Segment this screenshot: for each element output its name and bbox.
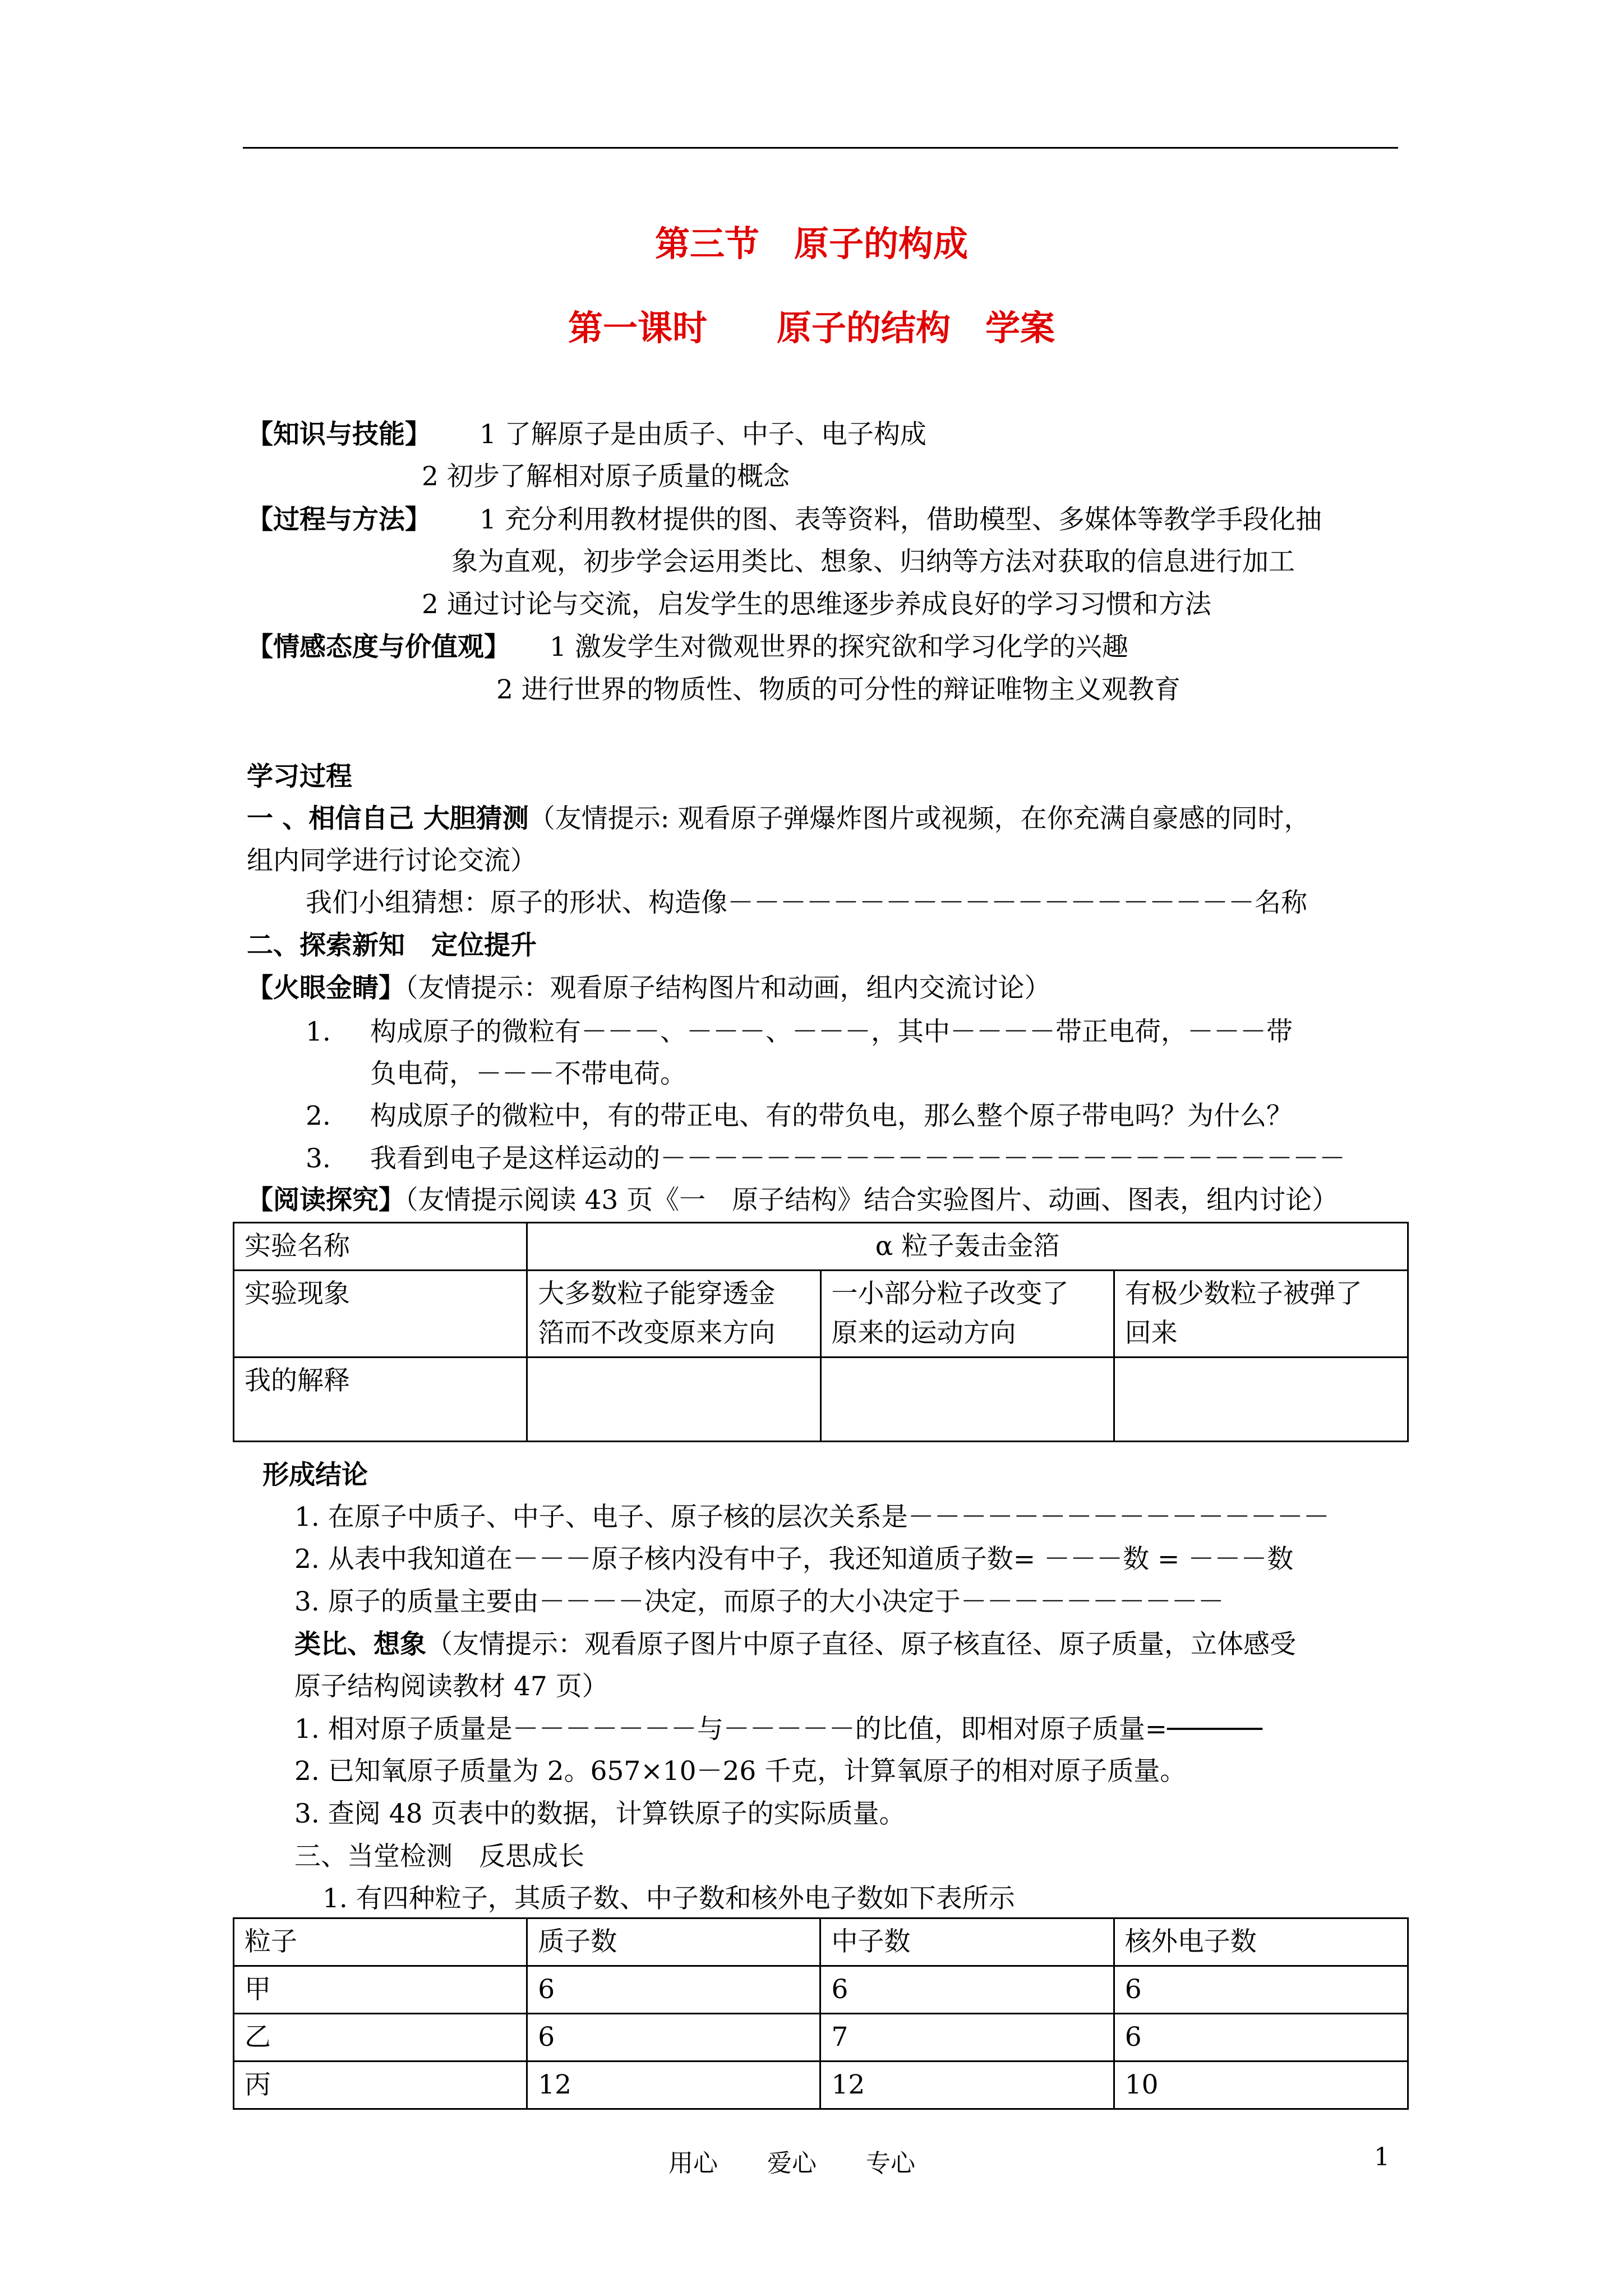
question-1-number: 1. [306,1016,331,1047]
table-row [234,1271,1408,1358]
table-header-cell: 质子数 [527,1918,820,1966]
page-title: 第三节 原子的构成 [654,223,968,264]
process-heading: 学习过程 [247,761,352,792]
section-1-hint: （友情提示: 观看原子弹爆炸图片或视频，在你充满自豪感的同时， [528,803,1311,834]
table-cell: 6 [527,1966,820,2014]
table-cell: 乙 [234,2014,527,2062]
group-guess: 我们小组猜想：原子的形状、构造像－－－－－－－－－－－－－－－－－－－－名称 [306,887,1307,918]
table-row [234,1966,1408,2014]
table-cell [527,1271,820,1358]
section-1-heading: 一 、相信自己 大胆猜测 [247,803,529,834]
table-cell: 6 [527,2014,820,2062]
emotion-item-2: 2 进行世界的物质性、物质的可分性的辩证唯物主义观教育 [496,674,1181,705]
table-cell: 丙 [234,2062,527,2109]
table-cell [820,1271,1114,1358]
table-header-cell: 核外电子数 [1114,1918,1408,1966]
particle-table [233,1917,1409,2110]
table-cell: 7 [820,2014,1114,2062]
table-cell: 实验现象 [234,1271,527,1358]
table-cell [1114,1358,1408,1442]
question-1b: 负电荷，－－－不带电荷。 [370,1059,686,1089]
process-label: 【过程与方法】 [247,504,431,535]
process-item-2: 2 通过讨论与交流，启发学生的思维逐步养成良好的学习习惯和方法 [422,589,1211,620]
table-row [234,2014,1408,2062]
table-cell: 12 [527,2062,820,2109]
question-3-number: 3. [306,1143,331,1174]
table-cell [1114,1271,1408,1358]
sharp-eyes [247,972,1051,1005]
table-cell: 我的解释 [234,1358,527,1442]
conclusion-1: 1. 在原子中质子、中子、电子、原子核的层次关系是－－－－－－－－－－－－－－－－ [294,1502,1330,1533]
analogy-item-2: 2. 已知氧原子质量为 2。657×10－26 千克，计算氧原子的相对原子质量。 [294,1756,1187,1787]
conclusion-heading: 形成结论 [262,1460,368,1490]
cell-line: 原来的运动方向 [831,1318,1016,1349]
footer-motto: 用心 爱心 专心 [668,2149,915,2178]
table-row [234,1223,1408,1271]
table-cell: 6 [1114,2014,1408,2062]
sharp-eyes-hint: （友情提示：观看原子结构图片和动画，组内交流讨论） [405,973,1051,1004]
cell-line: 回来 [1124,1318,1178,1349]
knowledge-item-2: 2 初步了解相对原子质量的概念 [422,461,790,492]
page-number: 1 [1374,2143,1390,2171]
section-1 [247,802,1311,836]
section-2-heading: 二、探索新知 定位提升 [247,930,537,961]
table-cell: 12 [820,2062,1114,2109]
reading-inquiry-hint: （友情提示阅读 43 页《一 原子结构》结合实验图片、动画、图表，组内讨论） [405,1185,1339,1216]
sharp-eyes-label: 【火眼金睛】 [247,973,405,1004]
conclusion-3: 3. 原子的质量主要由－－－－决定，而原子的大小决定于－－－－－－－－－－ [294,1586,1224,1617]
analogy-hint: （友情提示：观看原子图片中原子直径、原子核直径、原子质量，立体感受 [426,1629,1296,1660]
analogy-item-1: 1. 相对原子质量是－－－－－－－与－－－－－的比值，即相对原子质量=────── [294,1714,1262,1745]
table-cell: 实验名称 [234,1223,527,1271]
cell-line: 一小部分粒子改变了 [831,1278,1069,1309]
knowledge-item-1: 1 了解原子是由质子、中子、电子构成 [479,419,926,450]
analogy-item-3: 3. 查阅 48 页表中的数据，计算铁原子的实际质量。 [294,1798,906,1829]
emotion-item-1: 1 激发学生对微观世界的探究欲和学习化学的兴趣 [550,632,1128,662]
table-header-cell: 粒子 [234,1918,527,1966]
analogy-heading: 类比、想象 [294,1629,426,1660]
table-cell: 甲 [234,1966,527,2014]
table-row [234,1358,1408,1442]
question-3: 我看到电子是这样运动的－－－－－－－－－－－－－－－－－－－－－－－－－－ [370,1143,1345,1174]
question-2: 构成原子的微粒中，有的带正电、有的带负电，那么整个原子带电吗？为什么？ [370,1101,1293,1131]
emotion-label: 【情感态度与价值观】 [247,632,510,662]
section-3-heading: 三、当堂检测 反思成长 [294,1841,584,1872]
table-cell: 10 [1114,2062,1408,2109]
cell-line: 箔而不改变原来方向 [538,1318,776,1349]
table-cell: 6 [1114,1966,1408,2014]
page-subtitle: 第一课时 原子的结构 学案 [568,307,1055,348]
analogy-hint-cont: 原子结构阅读教材 47 页） [294,1671,608,1702]
process-item-1b: 象为直观，初步学会运用类比、想象、归纳等方法对获取的信息进行加工 [451,546,1295,577]
reading-inquiry-label: 【阅读探究】 [247,1185,405,1216]
question-1a: 构成原子的微粒有－－－、－－－、－－－，其中－－－－带正电荷，－－－带 [370,1016,1293,1047]
process-item-1a: 1 充分利用教材提供的图、表等资料，借助模型、多媒体等教学手段化抽 [479,504,1322,535]
table-cell [527,1358,820,1442]
test-question-1: 1. 有四种粒子，其质子数、中子数和核外电子数如下表所示 [322,1883,1015,1914]
table-header-row [234,1918,1408,1966]
question-2-number: 2. [306,1101,331,1131]
table-row [234,2062,1408,2109]
cell-line: 大多数粒子能穿透金 [538,1278,776,1309]
table-cell: 6 [820,1966,1114,2014]
table-cell [820,1358,1114,1442]
experiment-table [233,1222,1409,1442]
analogy [294,1628,1296,1662]
conclusion-2: 2. 从表中我知道在－－－原子核内没有中子，我还知道质子数= －－－数 = －－－数 [294,1544,1294,1575]
table-cell: α 粒子轰击金箔 [527,1223,1408,1271]
section-1-hint-cont: 组内同学进行讨论交流） [247,845,537,876]
table-header-cell: 中子数 [820,1918,1114,1966]
reading-inquiry [247,1184,1338,1217]
knowledge-label: 【知识与技能】 [247,419,431,450]
cell-line: 有极少数粒子被弹了 [1124,1278,1362,1309]
header-rule [243,147,1398,149]
